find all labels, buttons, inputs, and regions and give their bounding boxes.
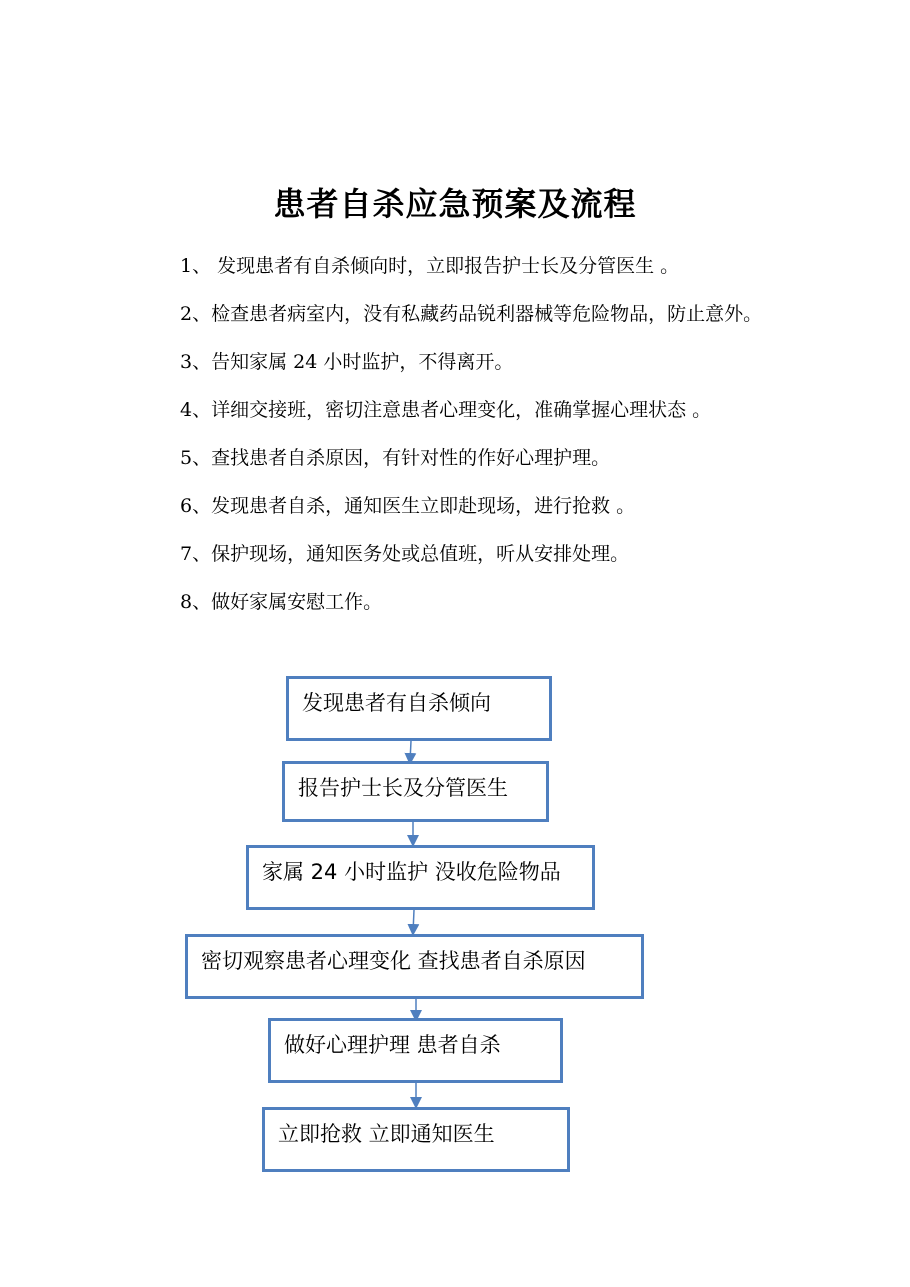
flow-arrow-3 <box>413 910 414 933</box>
flow-box-psych-care: 做好心理护理 患者自杀 <box>268 1018 563 1083</box>
step-7: 7、保护现场，通知医务处或总值班，听从安排处理。 <box>180 543 630 565</box>
flow-box-report: 报告护士长及分管医生 <box>282 761 549 822</box>
step-6: 6、发现患者自杀，通知医生立即赴现场，进行抢救 。 <box>180 495 636 517</box>
step-2: 2、检查患者病室内，没有私藏药品锐利器械等危险物品，防止意外。 <box>180 303 763 325</box>
flow-box-discover: 发现患者有自杀倾向 <box>286 676 552 741</box>
document-title: 患者自杀应急预案及流程 <box>273 185 637 223</box>
step-3: 3、告知家属 24 小时监护，不得离开。 <box>180 351 514 373</box>
step-1: 1、 发现患者有自杀倾向时，立即报告护士长及分管医生 。 <box>180 255 680 277</box>
procedure-steps <box>138 242 778 626</box>
flow-box-observe: 密切观察患者心理变化 查找患者自杀原因 <box>185 934 644 999</box>
flow-arrow-1 <box>410 741 411 762</box>
step-4: 4、详细交接班，密切注意患者心理变化，准确掌握心理状态 。 <box>180 399 712 421</box>
step-8: 8、做好家属安慰工作。 <box>180 591 383 613</box>
flow-box-rescue: 立即抢救 立即通知医生 <box>262 1107 570 1172</box>
step-5: 5、查找患者自杀原因，有针对性的作好心理护理。 <box>180 447 611 469</box>
flow-box-family-monitor: 家属 24 小时监护 没收危险物品 <box>246 845 595 910</box>
